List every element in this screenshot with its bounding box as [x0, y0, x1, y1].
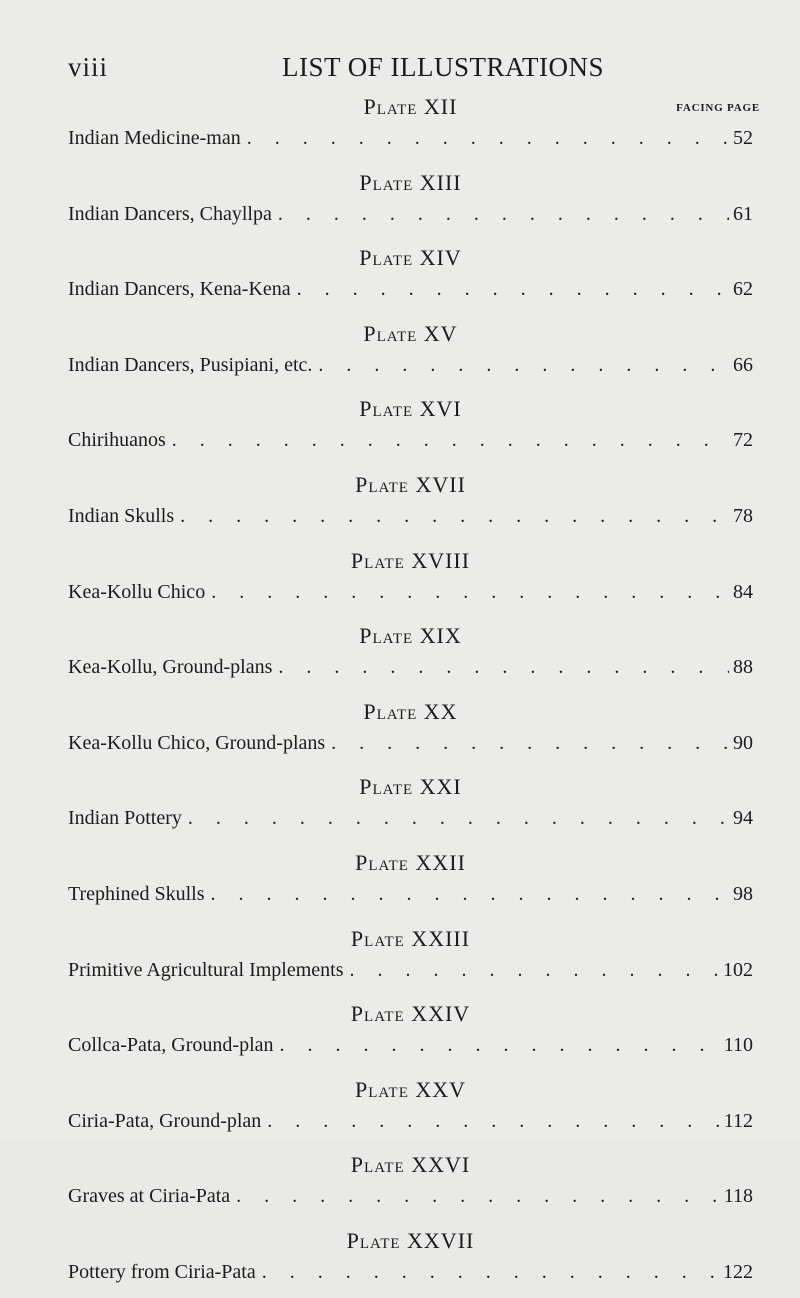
illustration-caption: Trephined Skulls: [68, 882, 205, 905]
plate-entry: [68, 88, 753, 164]
illustration-list: [68, 88, 753, 1298]
entry-row: [68, 278, 753, 304]
plate-entry: [68, 1222, 753, 1298]
illustration-caption: Ciria-Pata, Ground-plan: [68, 1109, 262, 1132]
dot-leader: [280, 1034, 720, 1057]
plate-entry: [68, 542, 753, 618]
dot-leader: [236, 1185, 720, 1208]
entry-row: [68, 807, 753, 833]
illustration-caption: Primitive Agricultural Implements: [68, 958, 344, 981]
plate-heading: Plate XXIII: [350, 925, 471, 951]
page-reference: 122: [723, 1260, 753, 1283]
plate-heading: Plate XXVII: [346, 1227, 475, 1253]
page-reference: 118: [723, 1185, 753, 1208]
dot-leader: [278, 203, 729, 226]
illustration-caption: Indian Pottery: [68, 807, 182, 830]
dot-leader: [188, 807, 729, 830]
page-number: viii: [68, 52, 109, 82]
facing-page-label: FACING PAGE: [676, 102, 760, 114]
illustration-caption: Graves at Ciria-Pata: [68, 1185, 231, 1208]
entry-row: [68, 127, 753, 153]
plate-heading: Plate XVII: [355, 471, 466, 497]
illustration-caption: Indian Dancers, Chayllpa: [68, 202, 272, 225]
plate-entry: [68, 1146, 753, 1222]
page-header: [68, 52, 753, 86]
plate-entry: [68, 1071, 753, 1147]
entry-row: [68, 505, 753, 531]
page-reference: 88: [733, 656, 753, 679]
entry-row: [68, 354, 753, 380]
plate-entry: [68, 315, 753, 391]
plate-heading: Plate XIV: [359, 245, 462, 271]
plate-heading: Plate XIX: [359, 623, 462, 649]
entry-row: [68, 1110, 753, 1136]
illustration-caption: Indian Medicine-man: [68, 127, 241, 149]
entry-row: [68, 429, 753, 455]
page-reference: 98: [733, 882, 753, 905]
dot-leader: [172, 429, 729, 452]
dot-leader: [350, 959, 719, 982]
plate-heading: Plate XXIV: [350, 1001, 471, 1027]
dot-leader: [211, 883, 729, 906]
illustration-caption: Kea-Kollu Chico, Ground-plans: [68, 731, 326, 754]
dot-leader: [297, 278, 729, 301]
dot-leader: [262, 1261, 719, 1284]
dot-leader: [211, 581, 729, 604]
plate-entry: [68, 693, 753, 769]
plate-entry: [68, 617, 753, 693]
page-reference: 72: [733, 429, 753, 452]
plate-entry: [68, 390, 753, 466]
plate-heading: Plate XV: [363, 320, 458, 346]
illustration-caption: Chirihuanos: [68, 429, 166, 452]
page-reference: 78: [733, 504, 753, 527]
entry-row: [68, 581, 753, 607]
plate-heading: Plate XXV: [354, 1076, 467, 1102]
dot-leader: [180, 505, 729, 528]
illustration-caption: Indian Dancers, Kena-Kena: [68, 278, 291, 301]
illustration-caption: Kea-Kollu, Ground-plans: [68, 656, 273, 679]
illustration-caption: Indian Dancers, Pusipiani, etc.: [68, 353, 313, 376]
entry-row: [68, 883, 753, 909]
plate-entry: [68, 768, 753, 844]
plate-heading: Plate XX: [363, 698, 458, 724]
dot-leader: [318, 354, 729, 377]
page-reference: 90: [733, 731, 753, 754]
plate-heading: Plate XVIII: [350, 547, 471, 573]
entry-row: [68, 203, 753, 229]
entry-row: [68, 1261, 753, 1287]
page-reference: 61: [733, 202, 753, 225]
entry-row: [68, 1185, 753, 1211]
dot-leader: [247, 127, 729, 150]
page-reference: 112: [723, 1109, 753, 1132]
plate-heading: Plate XXVI: [350, 1152, 471, 1178]
entry-row: [68, 959, 753, 985]
dot-leader: [331, 732, 729, 755]
dot-leader: [278, 656, 729, 679]
page-reference: 102: [723, 958, 753, 981]
illustration-caption: Kea-Kollu Chico: [68, 580, 206, 603]
plate-entry: [68, 844, 753, 920]
plate-entry: [68, 466, 753, 542]
illustration-caption: Indian Skulls: [68, 504, 175, 527]
page-reference: 110: [723, 1034, 753, 1057]
plate-heading: Plate XXI: [359, 774, 462, 800]
page-reference: 62: [733, 278, 753, 301]
illustration-caption: Pottery from Ciria-Pata: [68, 1260, 256, 1283]
running-title: LIST OF ILLUSTRATIONS: [282, 52, 605, 82]
plate-entry: [68, 239, 753, 315]
plate-heading: Plate XII: [363, 94, 458, 119]
page-reference: 94: [733, 807, 753, 830]
entry-row: [68, 732, 753, 758]
dot-leader: [267, 1110, 719, 1133]
entry-row: [68, 1034, 753, 1060]
illustration-caption: Collca-Pata, Ground-plan: [68, 1034, 274, 1057]
entry-row: [68, 656, 753, 682]
page-reference: 52: [733, 127, 753, 149]
page-reference: 84: [733, 580, 753, 603]
plate-heading: Plate XVI: [359, 396, 462, 422]
plate-entry: [68, 164, 753, 240]
plate-entry: [68, 995, 753, 1071]
plate-entry: [68, 920, 753, 996]
page-reference: 66: [733, 353, 753, 376]
plate-heading: Plate XIII: [359, 169, 462, 195]
plate-heading: Plate XXII: [355, 849, 466, 875]
